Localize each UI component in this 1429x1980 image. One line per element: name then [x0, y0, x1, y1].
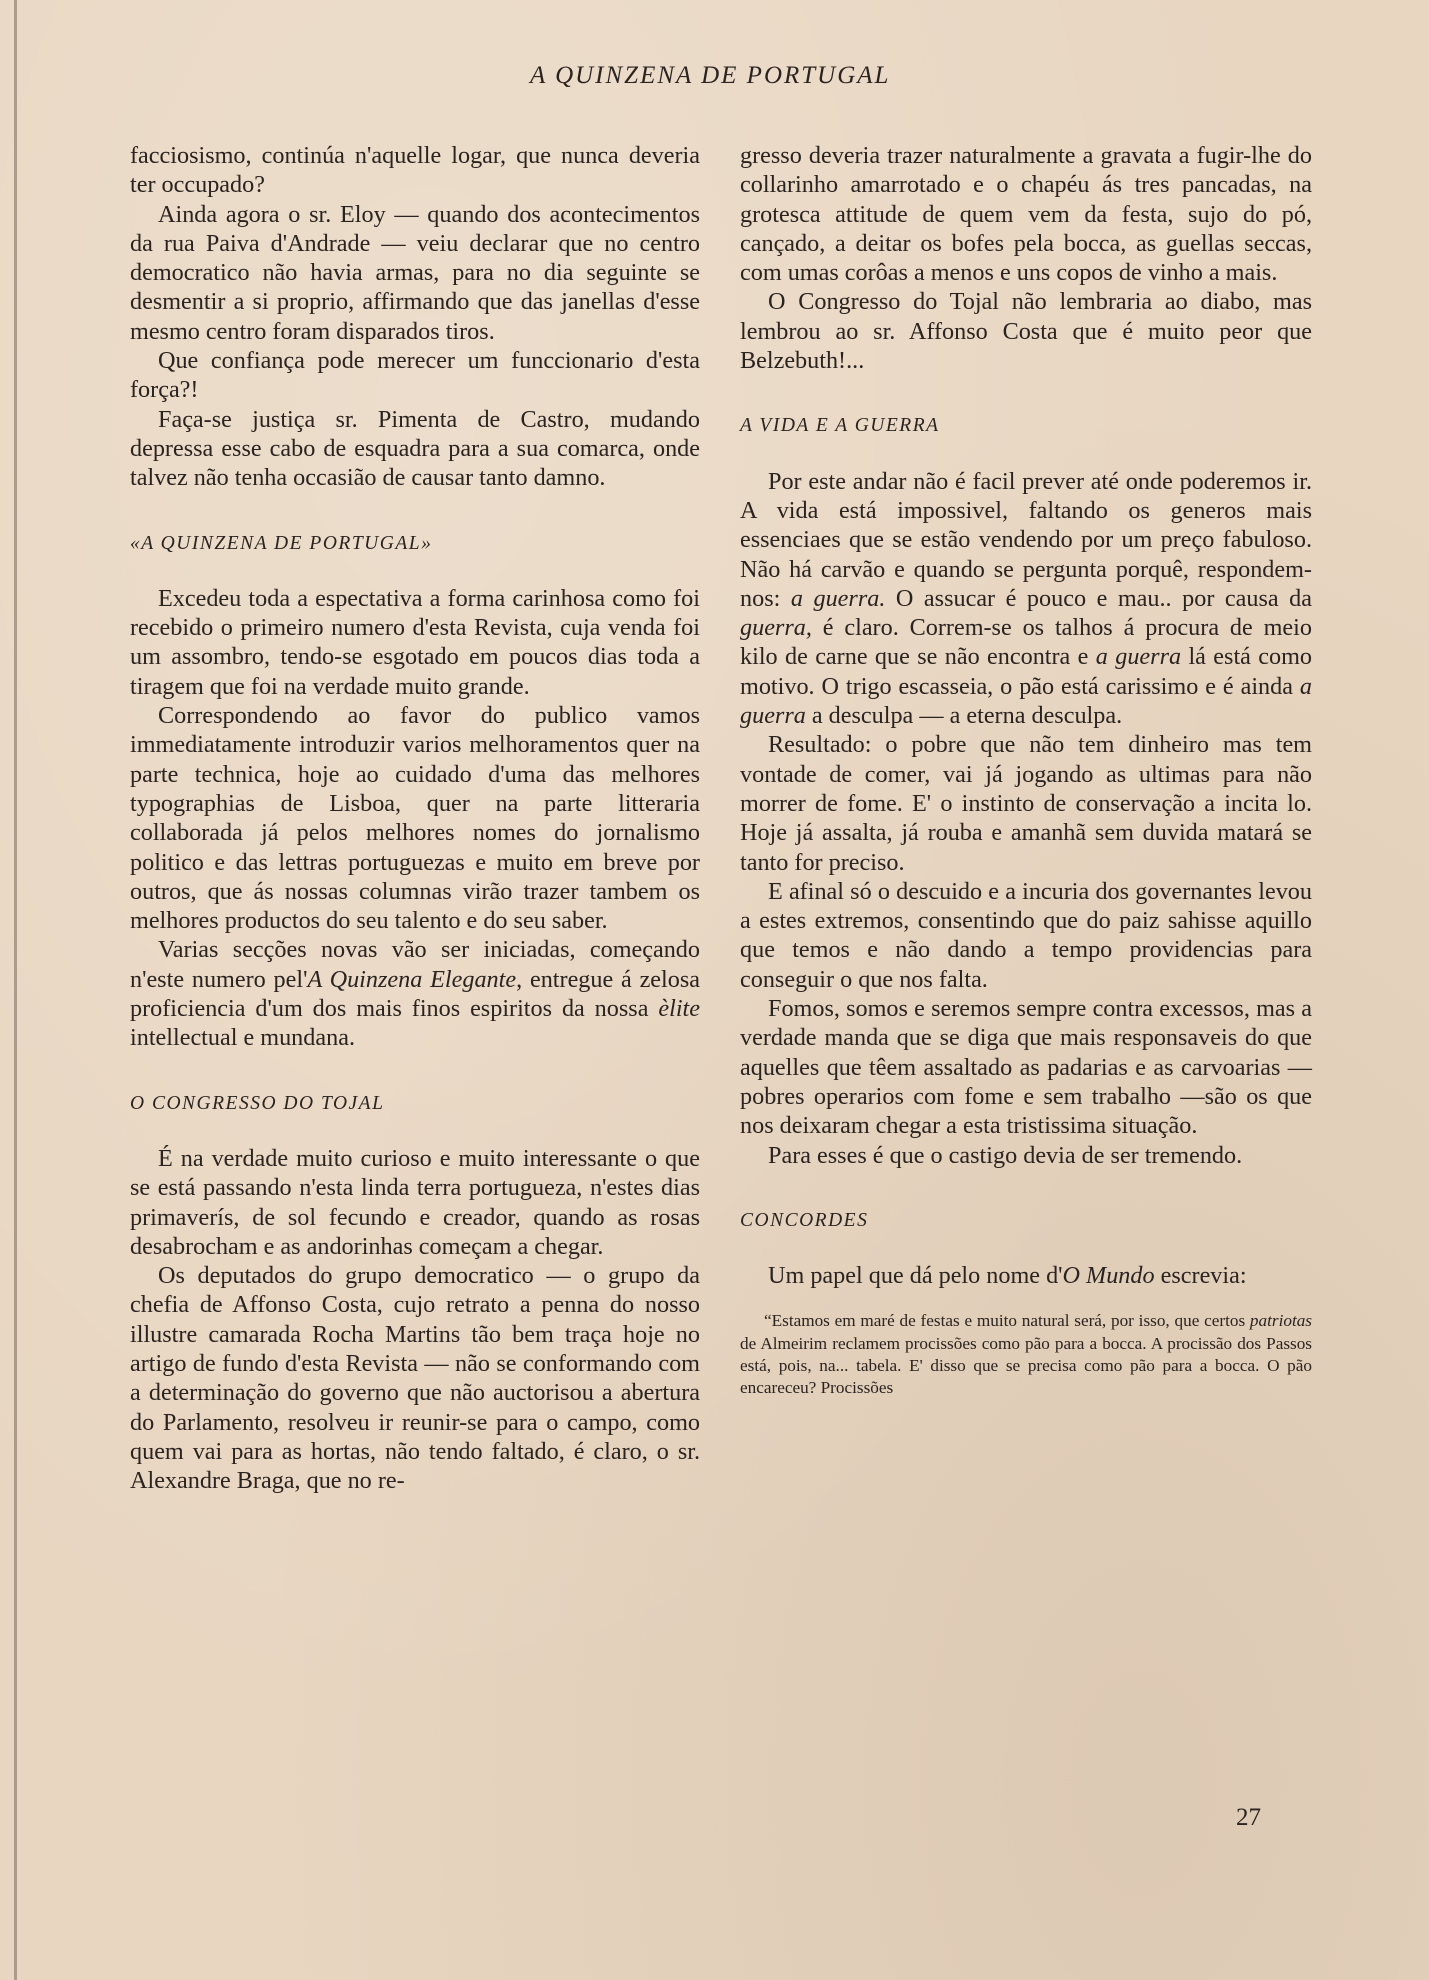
paragraph: Que confiança pode merecer um funccionario d'esta força?! [130, 347, 700, 404]
paragraph: facciosismo, continúa n'aquelle logar, que nunca deveria ter occupado? [130, 142, 700, 199]
section-title: O CONGRESSO DO TOJAL [130, 1092, 385, 1114]
section-title: CONCORDES [740, 1209, 869, 1231]
paragraph: Faça-se justiça sr. Pimenta de Castro, mudando depressa esse cabo de esquadra para a sua comarca, onde talvez não tenha occasião de causar tanto damno. [130, 405, 700, 492]
section-title: «A QUINZENA DE PORTUGAL» [130, 532, 433, 554]
paragraph: Fomos, somos e seremos sempre contra excessos, mas a verdade manda que se diga que mais responsaveis do que aquelles que têem assaltado as padarias e as carvoarias —pobres operarios com fome e sem trabalho —são os que nos deixaram chegar a esta tristissima situação. [740, 995, 1312, 1140]
running-header: A QUINZENA DE PORTUGAL [530, 62, 891, 89]
quote-paragraph: “Estamos em maré de festas e muito natural será, por isso, que certos patriotas de Almeirim reclamem procissões como pão para a bocca. A procissão dos Passos está, pois, na... tabela. E' disso que se precisa como pão para a bocca. O pão encareceu? Procissões [740, 1311, 1312, 1398]
paragraph: Varias secções novas vão ser iniciadas, começando n'este numero pel'A Quinzena Elegante, entregue á zelosa proficiencia d'um dos mais finos espiritos da nossa èlite intellectual e mundana. [130, 936, 701, 1052]
section-title: A VIDA E A GUERRA [740, 415, 940, 437]
right-column [740, 141, 1312, 1400]
paragraph: Correspondendo ao favor do publico vamos immediatamente introduzir varios melhoramentos quer na parte technica, hoje ao cuidado d'uma das melhores typographias de Lisboa, quer na parte litteraria collaborada já pelos melhores nomes do jornalismo politico e das lettras portuguezas e muito em breve por outros, que ás nossas columnas virão trazer tambem os melhores productos do seu talento e do seu saber. [130, 702, 700, 935]
left-column [130, 141, 700, 1495]
paragraph: Para esses é que o castigo devia de ser tremendo. [768, 1141, 1243, 1169]
paragraph: Excedeu toda a espectativa a forma carinhosa como foi recebido o primeiro numero d'esta Revista, cuja venda foi um assombro, tendo-se esgotado em poucos dias toda a tiragem que foi na verdade muito grande. [130, 584, 700, 700]
paragraph: Os deputados do grupo democratico — o grupo da chefia de Affonso Costa, cujo retrato a penna do nosso illustre camarada Rocha Martins tão bem traça hoje no artigo de fundo d'esta Revista — não se conformando com a determinação do governo que não auctorisou a abertura do Parlamento, resolveu ir reunir-se para o campo, como quem vai para as hortas, não tendo faltado, é claro, o sr. Alexandre Braga, que no re- [130, 1262, 700, 1495]
paragraph: Um papel que dá pelo nome d'O Mundo escrevia: [768, 1262, 1247, 1290]
paragraph: É na verdade muito curioso e muito interessante o que se está passando n'esta linda terra portugueza, n'estes dias primaverís, de sol fecundo e creador, quando as rosas desabrocham e as andorinhas começam a chegar. [130, 1144, 700, 1260]
paragraph: gresso deveria trazer naturalmente a gravata a fugir-lhe do collarinho amarrotado e o chapéu ás tres pancadas, na grotesca attitude de quem vem da festa, sujo do pó, cançado, a deitar os bofes pela bocca, as guellas seccas, com umas corôas a menos e uns copos de vinho a mais. [740, 142, 1312, 287]
binding-edge [14, 0, 17, 1980]
paragraph: Ainda agora o sr. Eloy — quando dos acontecimentos da rua Paiva d'Andrade — veiu declarar que no centro democratico não havia armas, para no dia seguinte se desmentir a si proprio, affirmando que das janellas d'esse mesmo centro foram disparados tiros. [130, 200, 700, 345]
paragraph: Resultado: o pobre que não tem dinheiro mas tem vontade de comer, vai já jogando as ultimas para não morrer de fome. E' o instinto de conservação a incita lo. Hoje já assalta, já rouba e amanhã sem duvida matará se tanto for preciso. [740, 731, 1312, 876]
block-quote [740, 1310, 1312, 1399]
paragraph: O Congresso do Tojal não lembraria ao diabo, mas lembrou ao sr. Affonso Costa que é muito peor que Belzebuth!... [740, 288, 1312, 375]
paragraph: Por este andar não é facil prever até onde poderemos ir. A vida está impossivel, faltando os generos mais essenciaes que se estão vendendo por um preço fabuloso. Não há carvão e quando se pergunta porquê, respondem-nos: a guerra. O assucar é pouco e mau.. por causa da guerra, é claro. Correm-se os talhos á procura de meio kilo de carne que se não encontra e a guerra lá está como motivo. O trigo escasseia, o pão está carissimo e é ainda a guerra a desculpa — a eterna desculpa. [740, 467, 1313, 730]
page-number: 27 [1236, 1804, 1261, 1831]
paragraph: E afinal só o descuido e a incuria dos governantes levou a estes extremos, consentindo que do paiz sahisse aquillo que temos e não dando a tempo providencias para conseguir o que nos falta. [740, 877, 1312, 993]
